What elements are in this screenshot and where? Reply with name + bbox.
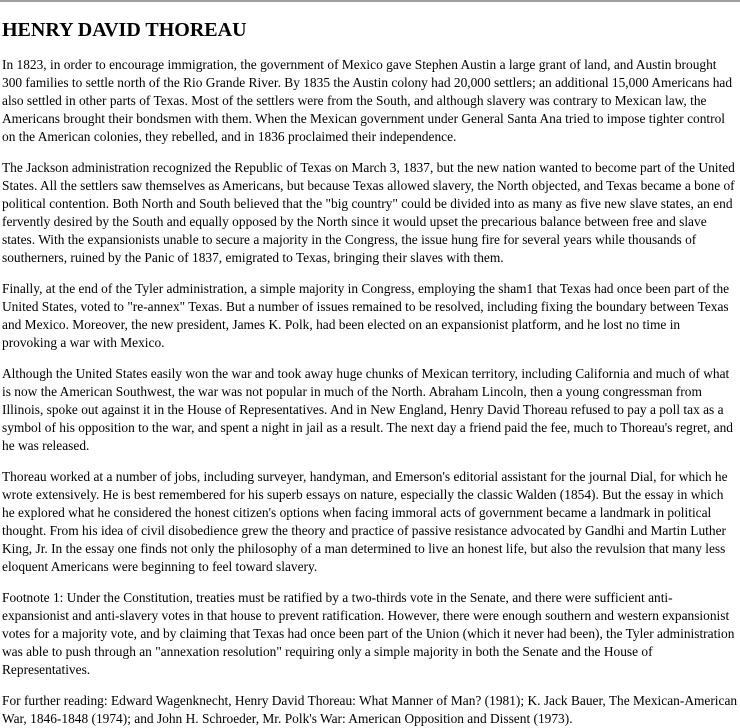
top-border [0,0,740,2]
paragraph-thoreau-work: Thoreau worked at a number of jobs, including surveyer, handyman, and Emerson's editorial assistant for the journal Dial, for which he wrote extensively. He is best remembered for his superb essays on nature, especially the classic Walden (1854). But the essay in which he explored what he considered the honest citizen's options when facing immoral acts of government became a landmark in political thought. From his idea of civil disobedience grew the theory and practice of passive resistance advocated by Gandhi and Martin Luther King, Jr. In the essay one finds not only the philosophy of a man determined to live an honest life, but also the revulsion that many less eloquent Americans were beginning to feel toward slavery. [2,469,728,574]
paragraph-texas-settlement: In 1823, in order to encourage immigration, the government of Mexico gave Stephen Austin a large grant of land, and Austin brought 300 families to settle north of the Rio Grande River. By 1835 the Austin colony had 20,000 settlers; an additional 15,000 Americans had also settled in other parts of Texas. Most of the settlers were from the South, and although slavery was contrary to Mexican law, the Americans brought their bondsmen with them. When the Mexican government under General Santa Ana tried to impose tighter control on the American colonies, they rebelled, and in 1836 proclaimed their independence. [2,57,733,144]
paragraph-further-reading: For further reading: Edward Wagenknecht, Henry David Thoreau: What Manner of Man? (1981); K. Jack Bauer, The Mexican-American War, 1846-1848 (1974); and John H. Schroeder, Mr. Polk's War: American Opposition and Dissent (1973). [2,693,738,726]
paragraph-mexican-war: Although the United States easily won the war and took away huge chunks of Mexican territory, including California and much of what is now the American Southwest, the war was not popular in much of the North. Abraham Lincoln, then a young congressman from Illinois, spoke out against it in the House of Representatives. And in New England, Henry David Thoreau refused to pay a poll tax as a symbol of his opposition to the war, and spent a night in jail as a result. The next day a friend paid the fee, much to Thoreau's regret, and he was released. [2,366,733,453]
page-title: HENRY DAVID THOREAU [2,19,247,41]
paragraph-tyler-annexation: Finally, at the end of the Tyler administration, a simple majority in Congress, employing the sham1 that Texas had once been part of the United States, voted to "re-annex" Texas. But a number of issues remained to be resolved, including fixing the boundary between Texas and Mexico. Moreover, the new president, James K. Polk, had been elected on an expansionist platform, and he lost no time in provoking a war with Mexico. [2,281,730,350]
paragraph-footnote: Footnote 1: Under the Constitution, treaties must be ratified by a two-thirds vote in the Senate, and there were sufficient anti-expansionist and anti-slavery votes in that house to prevent ratification. However, there were enough southern and western expansionist votes for a majority vote, and by claiming that Texas had once been part of the Union (which it never had been), the Tyler administration was able to push through an "annexation resolution" requiring only a simple majority in both the Senate and the House of Representatives. [2,590,735,677]
paragraph-jackson-administration: The Jackson administration recognized the Republic of Texas on March 3, 1837, but the new nation wanted to become part of the United States. All the settlers saw themselves as Americans, but because Texas allowed slavery, the North objected, and Texas became a bone of political contention. Both North and South believed that the "big country" could be divided into as many as five new slave states, an end fervently desired by the South and equally opposed by the North since it would upset the precarious balance between free and slave states. With the expansionists unable to secure a majority in the Congress, the issue hung fire for several years while thousands of southerners, ruined by the Panic of 1837, emigrated to Texas, bringing their slaves with them. [2,160,735,265]
document-body [0,18,740,728]
